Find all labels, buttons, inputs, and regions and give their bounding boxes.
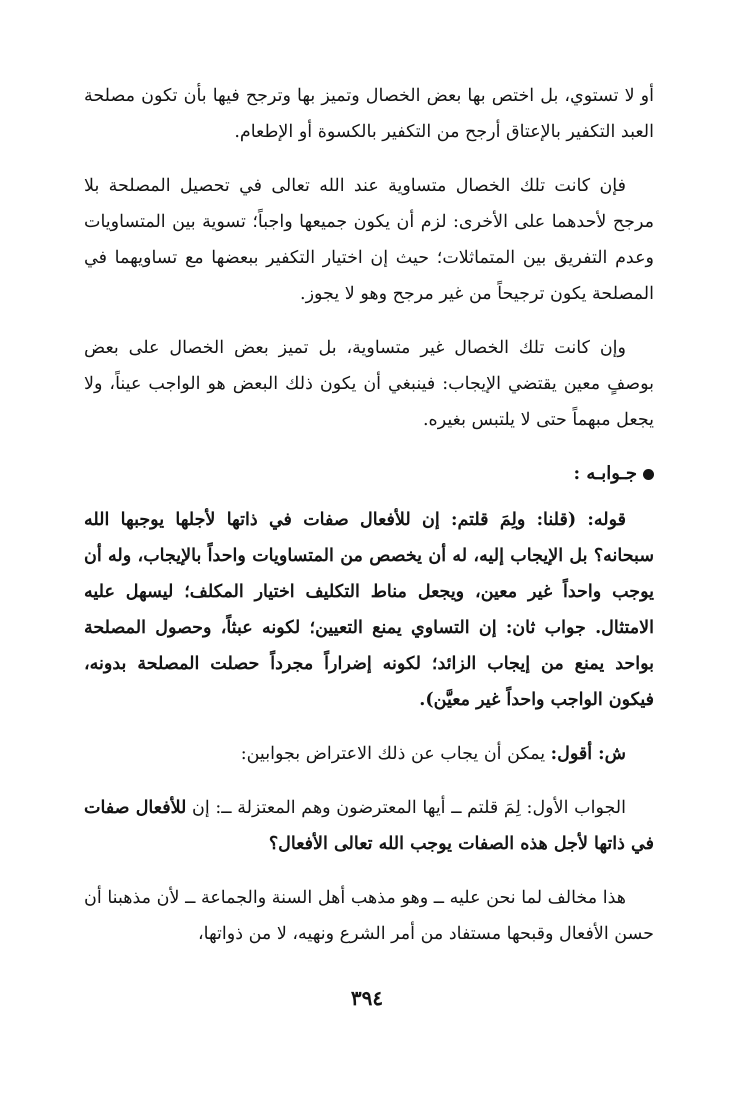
quote-paragraph: قوله: (قلنا: ولِمَ قلتم: إن للأفعال صفات في ذاتها لأجلها يوجبها الله سبحانه؟ بل الإيجاب إليه، له أن يخصص من المتساويات واحداً بالإيجاب، وله أن يوجب واحداً غير معين، ويجعل مناط التكليف اختيار المكلف؛ ليسهل عليه الامتثال. جواب ثان: إن التساوي يمنع التعيين؛ لكونه عبثاً، وحصول المصلحة بواحد يمنع من إيجاب الزائد؛ لكونه إضراراً مجرداً حصلت المصلحة بدونه، فيكون الواجب واحداً غير معيَّن). [84, 510, 654, 710]
paragraph-1: أو لا تستوي، بل اختص بها بعض الخصال وتميز بها وترجح فيها بأن تكون مصلحة العبد التكفير بالإعتاق أرجح من التكفير بالكسوة أو الإطعام. [84, 86, 654, 142]
commentary-label: ش: أقول: [550, 744, 626, 764]
first-answer-bold-text: للأفعال صفات في ذاتها لأجل هذه الصفات يوجب الله تعالى الأفعال؟ [84, 798, 654, 854]
bullet-icon [643, 469, 654, 480]
page-body [84, 78, 654, 970]
first-answer-text: الجواب الأول: لِمَ قلتم ــ أيها المعترضون وهم المعتزلة ــ: إن [192, 798, 626, 818]
first-answer-paragraph [84, 790, 654, 862]
last-paragraph: هذا مخالف لما نحن عليه ــ وهو مذهب أهل السنة والجماعة ــ لأن مذهبنا أن حسن الأفعال وقبحها مستفاد من أمر الشرع ونهيه، لا من ذواتها، [84, 888, 654, 944]
page-number: ٣٩٤ [350, 986, 384, 1010]
paragraph-3: وإن كانت تلك الخصال غير متساوية، بل تميز بعض الخصال على بعض بوصفٍ معين يقتضي الإيجاب: فينبغي أن يكون ذلك البعض هو الواجب عيناً، ولا يجعل مبهماً حتى لا يلتبس بغيره. [84, 338, 654, 430]
commentary-text: يمكن أن يجاب عن ذلك الاعتراض بجوابين: [240, 744, 551, 764]
paragraph-2: فإن كانت تلك الخصال متساوية عند الله تعالى في تحصيل المصلحة بلا مرجح لأحدهما على الأخرى: لزم أن يكون جميعها واجباً؛ تسوية بين المتساويات وعدم التفريق بين المتماثلات؛ حيث إن اختيار التكفير ببعضها مع تساويهما في المصلحة يكون ترجيحاً من غير مرجح وهو لا يجوز. [84, 176, 654, 304]
commentary-paragraph [84, 736, 654, 772]
answer-heading-text: جـوابـه : [573, 463, 637, 484]
answer-heading [84, 456, 654, 492]
